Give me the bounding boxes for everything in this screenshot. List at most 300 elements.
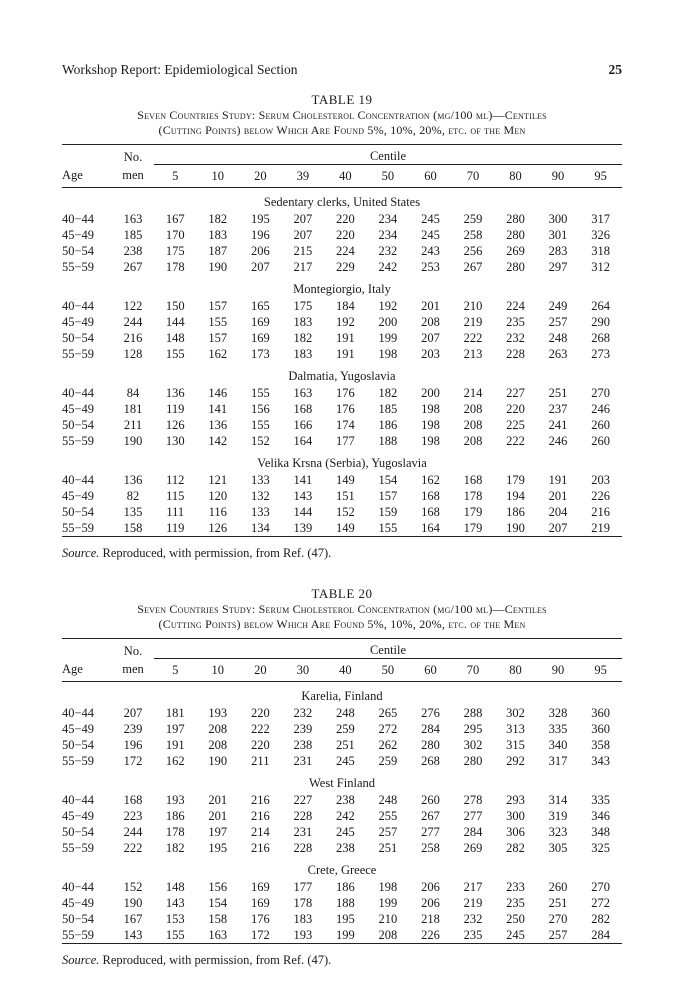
table-row (62, 433, 622, 449)
table-row (62, 911, 622, 927)
age-cell: 40−44 (62, 211, 95, 226)
centile-cell: 358 (591, 737, 611, 752)
centile-cell: 199 (378, 895, 398, 910)
centile-cell: 179 (506, 472, 525, 487)
table-row (62, 705, 622, 721)
table-row (62, 824, 622, 840)
centile-cell: 217 (293, 259, 313, 274)
centile-cell: 250 (506, 911, 525, 926)
centile-cell: 197 (208, 824, 228, 839)
centile-cell: 232 (463, 911, 483, 926)
centile-cell: 272 (591, 895, 611, 910)
table-caption-line-2: (Cutting Points) below Which Are Found 5%, 10%, 20%, etc. of the Men (158, 123, 526, 137)
running-head (62, 62, 622, 78)
centile-cell: 164 (293, 433, 313, 448)
centile-cell: 207 (293, 227, 313, 242)
centile-cell: 348 (591, 824, 611, 839)
men-count-cell: 163 (123, 211, 143, 226)
centile-cell: 251 (336, 737, 355, 752)
centile-cell: 245 (421, 211, 440, 226)
centile-cell: 260 (591, 433, 611, 448)
centile-cell: 234 (378, 211, 398, 226)
centile-header: Centile (154, 639, 622, 659)
age-header: Age (62, 662, 83, 677)
centile-cell: 235 (463, 927, 483, 942)
centile-cell: 232 (293, 705, 313, 720)
centile-cell: 315 (506, 737, 525, 752)
centile-cell: 190 (506, 520, 525, 535)
centile-cell: 222 (463, 330, 483, 345)
source-text: Reproduced, with permission, from Ref. (47). (99, 953, 332, 967)
centile-cell: 143 (165, 895, 185, 910)
centile-cell: 245 (336, 753, 355, 768)
centile-cell: 208 (421, 314, 440, 329)
centile-cell: 198 (378, 346, 398, 361)
age-cell: 55−59 (62, 840, 95, 855)
centile-cell: 119 (166, 520, 185, 535)
centile-cell: 226 (591, 488, 611, 503)
centile-cell: 193 (165, 792, 185, 807)
centile-cell: 134 (250, 520, 270, 535)
age-cell: 45−49 (62, 227, 95, 242)
centile-cell: 200 (421, 385, 440, 400)
centile-cell: 313 (506, 721, 525, 736)
section-header-row (62, 362, 622, 385)
age-cell: 45−49 (62, 314, 95, 329)
centile-cell: 227 (293, 792, 313, 807)
section-title: Velika Krsna (Serbia), Yugoslavia (257, 455, 427, 470)
centile-cell: 157 (378, 488, 398, 503)
centile-cell: 195 (336, 911, 355, 926)
centile-cell: 184 (336, 298, 355, 313)
age-cell: 40−44 (62, 792, 95, 807)
centile-cell: 198 (421, 417, 440, 432)
centile-cell: 225 (506, 417, 525, 432)
centile-cell: 235 (506, 314, 525, 329)
men-count-cell: 122 (123, 298, 143, 313)
centile-cell: 188 (336, 895, 355, 910)
centile-cell: 269 (506, 243, 525, 258)
centile-cell: 249 (548, 298, 568, 313)
centile-cell: 167 (165, 211, 185, 226)
centile-cell: 121 (208, 472, 228, 487)
centile-cell: 231 (293, 824, 313, 839)
centile-cell: 179 (463, 520, 483, 535)
centile-cell: 300 (548, 211, 568, 226)
centile-cell: 156 (250, 401, 270, 416)
centile-cell: 162 (421, 472, 440, 487)
centile-cell: 155 (208, 314, 228, 329)
men-count-cell: 207 (123, 705, 143, 720)
table-row (62, 721, 622, 737)
section-header-row (62, 682, 622, 706)
centile-cell: 178 (165, 259, 185, 274)
centile-cell: 290 (591, 314, 611, 329)
centile-cell: 192 (378, 298, 398, 313)
centile-cell: 115 (166, 488, 185, 503)
centile-cell: 216 (250, 792, 270, 807)
centile-cell: 259 (463, 211, 483, 226)
centile-cell: 245 (421, 227, 440, 242)
centile-cell: 245 (336, 824, 355, 839)
centile-cell: 278 (463, 792, 483, 807)
centile-cell: 267 (421, 808, 440, 823)
page-number: 25 (608, 62, 622, 77)
table-row (62, 504, 622, 520)
table-row (62, 298, 622, 314)
source-label: Source. (62, 953, 100, 967)
centile-cell: 217 (463, 879, 483, 894)
centile-cell: 144 (165, 314, 185, 329)
no-header: No. (123, 149, 143, 164)
centile-cell: 132 (250, 488, 270, 503)
centile-cell: 220 (250, 737, 270, 752)
centile-cell: 191 (336, 330, 355, 345)
table-20-block (62, 586, 622, 968)
centile-cell: 162 (165, 753, 185, 768)
centile-cell: 227 (506, 385, 525, 400)
centile-cell: 198 (421, 401, 440, 416)
centile-cell: 207 (548, 520, 568, 535)
age-cell: 55−59 (62, 520, 95, 535)
centile-cell: 277 (463, 808, 483, 823)
centile-cell: 228 (506, 346, 525, 361)
table-19-block (62, 92, 622, 561)
centile-cell: 265 (378, 705, 398, 720)
centile-column-header: 50 (381, 662, 395, 677)
centile-cell: 301 (548, 227, 568, 242)
centile-cell: 340 (548, 737, 568, 752)
centile-cell: 168 (463, 472, 483, 487)
men-header: men (122, 662, 144, 677)
centile-cell: 260 (591, 417, 611, 432)
centile-cell: 173 (250, 346, 270, 361)
men-count-cell: 222 (123, 840, 143, 855)
centile-cell: 156 (208, 879, 228, 894)
centile-cell: 199 (378, 330, 398, 345)
age-cell: 40−44 (62, 298, 95, 313)
no-header: No. (123, 643, 143, 658)
table-row (62, 259, 622, 275)
centile-cell: 231 (293, 753, 313, 768)
data-table (62, 638, 622, 944)
centile-cell: 260 (421, 792, 440, 807)
age-cell: 45−49 (62, 808, 95, 823)
centile-cell: 257 (378, 824, 398, 839)
table-number: TABLE 20 (311, 586, 373, 601)
centile-cell: 151 (336, 488, 355, 503)
centile-cell: 130 (165, 433, 185, 448)
centile-column-header: 60 (424, 662, 437, 677)
centile-cell: 239 (293, 721, 313, 736)
centile-cell: 284 (421, 721, 440, 736)
centile-cell: 232 (506, 330, 525, 345)
age-cell: 55−59 (62, 259, 95, 274)
centile-cell: 282 (591, 911, 611, 926)
centile-cell: 195 (208, 840, 228, 855)
table-row (62, 840, 622, 856)
centile-cell: 119 (166, 401, 185, 416)
men-count-cell: 181 (123, 401, 143, 416)
centile-cell: 200 (378, 314, 398, 329)
centile-cell: 270 (548, 911, 568, 926)
men-count-cell: 244 (123, 824, 143, 839)
centile-column-header: 40 (339, 168, 352, 183)
centile-cell: 243 (421, 243, 440, 258)
centile-cell: 210 (463, 298, 483, 313)
centile-cell: 272 (378, 721, 398, 736)
centile-cell: 178 (293, 895, 313, 910)
centile-cell: 157 (208, 330, 228, 345)
centile-cell: 224 (336, 243, 355, 258)
centile-cell: 302 (506, 705, 525, 720)
source-note (62, 953, 622, 968)
centile-cell: 219 (463, 895, 483, 910)
source-note (62, 546, 622, 561)
centile-cell: 220 (250, 705, 270, 720)
centile-cell: 346 (591, 808, 611, 823)
centile-cell: 210 (378, 911, 398, 926)
table-row (62, 472, 622, 488)
men-count-cell: 143 (123, 927, 143, 942)
centile-cell: 258 (421, 840, 440, 855)
centile-cell: 242 (336, 808, 355, 823)
centile-cell: 176 (250, 911, 270, 926)
centile-cell: 120 (208, 488, 228, 503)
centile-cell: 155 (250, 417, 270, 432)
centile-cell: 208 (463, 401, 483, 416)
centile-cell: 175 (293, 298, 313, 313)
table-row (62, 879, 622, 895)
centile-cell: 220 (506, 401, 525, 416)
centile-cell: 163 (208, 927, 228, 942)
centile-cell: 182 (165, 840, 185, 855)
centile-cell: 360 (591, 721, 611, 736)
centile-cell: 139 (293, 520, 313, 535)
centile-cell: 164 (421, 520, 440, 535)
centile-cell: 182 (378, 385, 398, 400)
age-cell: 50−54 (62, 911, 95, 926)
centile-cell: 155 (165, 346, 185, 361)
table-row (62, 417, 622, 433)
centile-cell: 314 (548, 792, 568, 807)
centile-cell: 172 (250, 927, 270, 942)
centile-cell: 335 (548, 721, 568, 736)
centile-cell: 190 (208, 259, 228, 274)
table-caption-line-1: Seven Countries Study: Serum Cholesterol Concentration (mg/100 ml)—Centiles (137, 108, 547, 122)
centile-cell: 238 (293, 737, 313, 752)
table-row (62, 792, 622, 808)
section-title: Montegiorgio, Italy (293, 281, 391, 296)
centile-cell: 319 (548, 808, 568, 823)
centile-cell: 207 (421, 330, 440, 345)
age-cell: 45−49 (62, 895, 95, 910)
centile-cell: 149 (336, 520, 355, 535)
centile-cell: 198 (421, 433, 440, 448)
centile-cell: 280 (506, 211, 525, 226)
centile-cell: 305 (548, 840, 568, 855)
centile-cell: 222 (250, 721, 270, 736)
centile-cell: 148 (165, 330, 185, 345)
centile-cell: 154 (208, 895, 228, 910)
centile-cell: 207 (250, 259, 270, 274)
section-header-row (62, 275, 622, 298)
centile-cell: 149 (336, 472, 355, 487)
centile-cell: 216 (591, 504, 611, 519)
centile-cell: 198 (378, 879, 398, 894)
men-count-cell: 158 (123, 520, 143, 535)
centile-cell: 248 (336, 705, 355, 720)
table-row (62, 520, 622, 537)
centile-cell: 214 (463, 385, 483, 400)
centile-column-header: 60 (424, 168, 437, 183)
running-title: Workshop Report: Epidemiological Section (62, 62, 298, 77)
centile-cell: 150 (165, 298, 185, 313)
centile-cell: 262 (378, 737, 398, 752)
centile-cell: 246 (548, 433, 568, 448)
centile-cell: 242 (378, 259, 398, 274)
centile-cell: 143 (293, 488, 313, 503)
centile-cell: 297 (548, 259, 568, 274)
centile-cell: 208 (378, 927, 398, 942)
men-count-cell: 152 (123, 879, 143, 894)
centile-cell: 251 (378, 840, 398, 855)
centile-cell: 220 (336, 211, 355, 226)
centile-cell: 270 (591, 879, 611, 894)
centile-cell: 268 (421, 753, 440, 768)
men-count-cell: 238 (123, 243, 143, 258)
age-cell: 40−44 (62, 879, 95, 894)
centile-cell: 136 (208, 417, 228, 432)
men-count-cell: 82 (126, 488, 140, 503)
centile-cell: 229 (336, 259, 355, 274)
centile-cell: 208 (208, 737, 228, 752)
men-count-cell: 239 (123, 721, 143, 736)
centile-column-header: 20 (254, 662, 267, 677)
table-number: TABLE 19 (311, 92, 373, 107)
centile-cell: 116 (208, 504, 227, 519)
age-cell: 55−59 (62, 346, 95, 361)
centile-cell: 183 (208, 227, 228, 242)
centile-cell: 159 (378, 504, 398, 519)
centile-cell: 177 (336, 433, 355, 448)
centile-cell: 185 (378, 401, 398, 416)
centile-cell: 191 (336, 346, 355, 361)
table-row (62, 401, 622, 417)
centile-cell: 232 (378, 243, 398, 258)
table-row (62, 314, 622, 330)
centile-cell: 155 (165, 927, 185, 942)
centile-cell: 199 (336, 927, 355, 942)
centile-cell: 186 (336, 879, 355, 894)
section-header-row (62, 769, 622, 792)
centile-cell: 191 (165, 737, 185, 752)
men-count-cell: 185 (123, 227, 143, 242)
centile-cell: 168 (293, 401, 313, 416)
age-cell: 45−49 (62, 401, 95, 416)
centile-cell: 215 (293, 243, 313, 258)
centile-cell: 174 (336, 417, 355, 432)
age-cell: 45−49 (62, 488, 95, 503)
centile-cell: 343 (591, 753, 611, 768)
centile-cell: 213 (463, 346, 483, 361)
centile-cell: 168 (421, 504, 440, 519)
age-cell: 40−44 (62, 385, 95, 400)
men-count-cell: 128 (123, 346, 143, 361)
centile-column-header: 90 (551, 168, 565, 183)
section-title: Dalmatia, Yugoslavia (288, 368, 396, 383)
centile-cell: 208 (208, 721, 228, 736)
centile-cell: 219 (463, 314, 483, 329)
centile-cell: 178 (165, 824, 185, 839)
men-count-cell: 190 (123, 433, 143, 448)
centile-cell: 153 (165, 911, 185, 926)
centile-cell: 196 (250, 227, 270, 242)
centile-cell: 186 (378, 417, 398, 432)
centile-cell: 282 (506, 840, 525, 855)
centile-cell: 270 (591, 385, 611, 400)
centile-cell: 186 (165, 808, 185, 823)
section-title: West Finland (308, 775, 375, 790)
section-header-row (62, 856, 622, 879)
centile-cell: 259 (336, 721, 355, 736)
age-cell: 50−54 (62, 824, 95, 839)
centile-cell: 259 (378, 753, 398, 768)
centile-column-header: 10 (211, 662, 225, 677)
centile-cell: 192 (336, 314, 355, 329)
men-count-cell: 211 (123, 417, 143, 432)
centile-cell: 162 (208, 346, 228, 361)
centile-cell: 155 (250, 385, 270, 400)
centile-column-header: 10 (211, 168, 225, 183)
age-cell: 50−54 (62, 504, 95, 519)
centile-cell: 280 (506, 259, 525, 274)
centile-cell: 176 (336, 401, 355, 416)
centile-cell: 152 (250, 433, 270, 448)
centile-cell: 181 (165, 705, 185, 720)
centile-column-header: 39 (296, 168, 310, 183)
centile-cell: 182 (293, 330, 313, 345)
table-row (62, 737, 622, 753)
centile-cell: 234 (378, 227, 398, 242)
centile-cell: 208 (463, 417, 483, 432)
centile-cell: 126 (208, 520, 228, 535)
centile-cell: 280 (463, 753, 483, 768)
men-count-cell: 135 (123, 504, 143, 519)
centile-cell: 237 (548, 401, 568, 416)
age-header: Age (62, 168, 83, 183)
men-header: men (122, 168, 144, 183)
table-row (62, 753, 622, 769)
section-header-row (62, 449, 622, 472)
centile-header: Centile (154, 145, 622, 165)
centile-cell: 144 (293, 504, 313, 519)
centile-cell: 248 (378, 792, 398, 807)
centile-cell: 300 (506, 808, 525, 823)
centile-cell: 191 (548, 472, 568, 487)
centile-cell: 211 (251, 753, 270, 768)
centile-cell: 318 (591, 243, 611, 258)
centile-cell: 228 (293, 840, 313, 855)
centile-cell: 233 (506, 879, 525, 894)
centile-cell: 218 (421, 911, 440, 926)
centile-column-header: 80 (509, 662, 522, 677)
centile-cell: 302 (463, 737, 483, 752)
centile-cell: 251 (548, 895, 568, 910)
section-title: Crete, Greece (307, 862, 377, 877)
centile-cell: 141 (208, 401, 228, 416)
centile-cell: 283 (548, 243, 568, 258)
